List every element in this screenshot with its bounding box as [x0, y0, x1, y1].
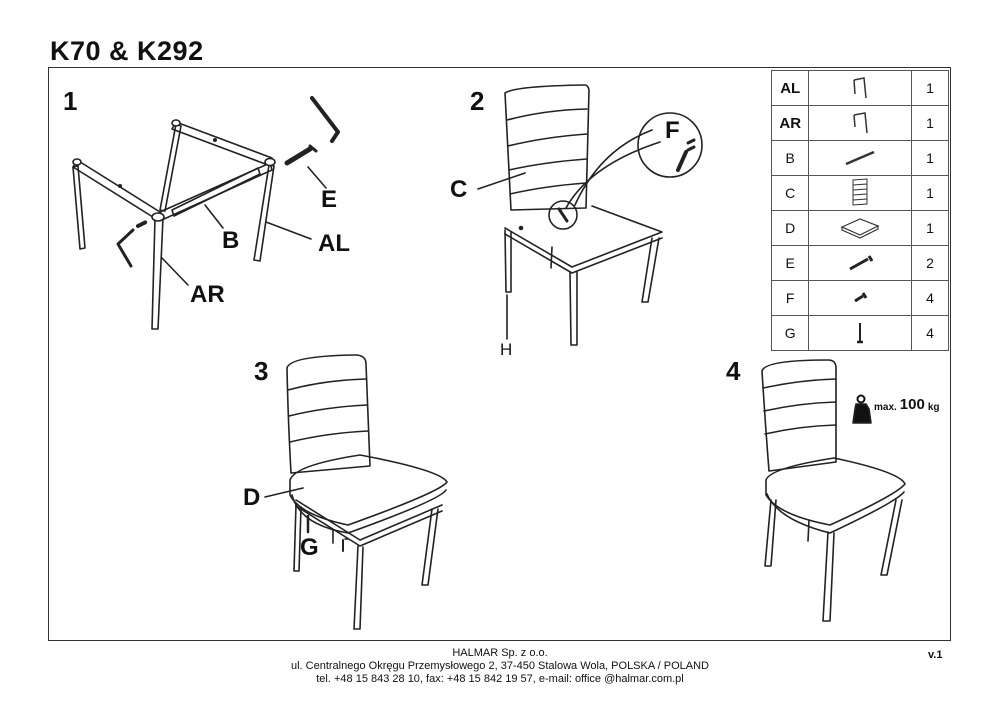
parts-row [772, 141, 949, 176]
parts-row [772, 176, 949, 211]
part-qty: 1 [912, 106, 949, 141]
label-f: F [665, 117, 680, 144]
long-bolt-icon [809, 246, 912, 281]
footer-company: HALMAR Sp. z o.o. [452, 647, 548, 659]
part-code: B [772, 141, 809, 176]
short-bolt-icon [809, 281, 912, 316]
part-code: G [772, 316, 809, 351]
parts-row [772, 281, 949, 316]
document-title: K70 & K292 [50, 36, 204, 66]
part-code: D [772, 211, 809, 246]
frame-right-icon [809, 106, 912, 141]
parts-row [772, 71, 949, 106]
footer [0, 647, 1000, 686]
step-4-number: 4 [726, 356, 741, 386]
parts-row [772, 246, 949, 281]
max-weight-value: 100 [899, 396, 925, 413]
parts-row [772, 106, 949, 141]
frame-left-icon [809, 71, 912, 106]
part-qty: 2 [912, 246, 949, 281]
version-label: v.1 [928, 649, 943, 661]
part-qty: 4 [912, 316, 949, 351]
part-code: F [772, 281, 809, 316]
label-al: AL [318, 230, 350, 257]
footer-contact: tel. +48 15 843 28 10, fax: +48 15 842 19 57, e-mail: office @halmar.com.pl [316, 673, 684, 685]
part-code: C [772, 176, 809, 211]
part-code: AR [772, 106, 809, 141]
part-code: E [772, 246, 809, 281]
max-weight-label [853, 396, 940, 413]
label-b: B [222, 227, 240, 254]
footer-address: ul. Centralnego Okręgu Przemysłowego 2, 37-450 Stalowa Wola, POLSKA / POLAND [290, 660, 709, 672]
crossbar-icon [809, 141, 912, 176]
label-ar: AR [190, 281, 225, 308]
part-qty: 1 [912, 176, 949, 211]
step-3-number: 3 [254, 356, 269, 386]
seat-cushion-icon [809, 211, 912, 246]
label-h: H [500, 340, 513, 359]
label-c: C [450, 176, 468, 203]
step-1-number: 1 [63, 86, 78, 116]
part-qty: 1 [912, 141, 949, 176]
part-qty: 1 [912, 71, 949, 106]
step-2-number: 2 [470, 86, 485, 116]
parts-row [772, 316, 949, 351]
part-code: AL [772, 71, 809, 106]
step3-seat-illustration [265, 355, 447, 629]
label-g: G [300, 534, 319, 561]
max-prefix: max. [874, 402, 897, 413]
label-d: D [243, 484, 261, 511]
max-weight-unit: kg [927, 402, 940, 413]
parts-table [771, 70, 949, 351]
part-qty: 1 [912, 211, 949, 246]
label-e: E [321, 186, 338, 213]
part-qty: 4 [912, 281, 949, 316]
parts-row [772, 211, 949, 246]
screw-icon [809, 316, 912, 351]
backrest-icon [809, 176, 912, 211]
